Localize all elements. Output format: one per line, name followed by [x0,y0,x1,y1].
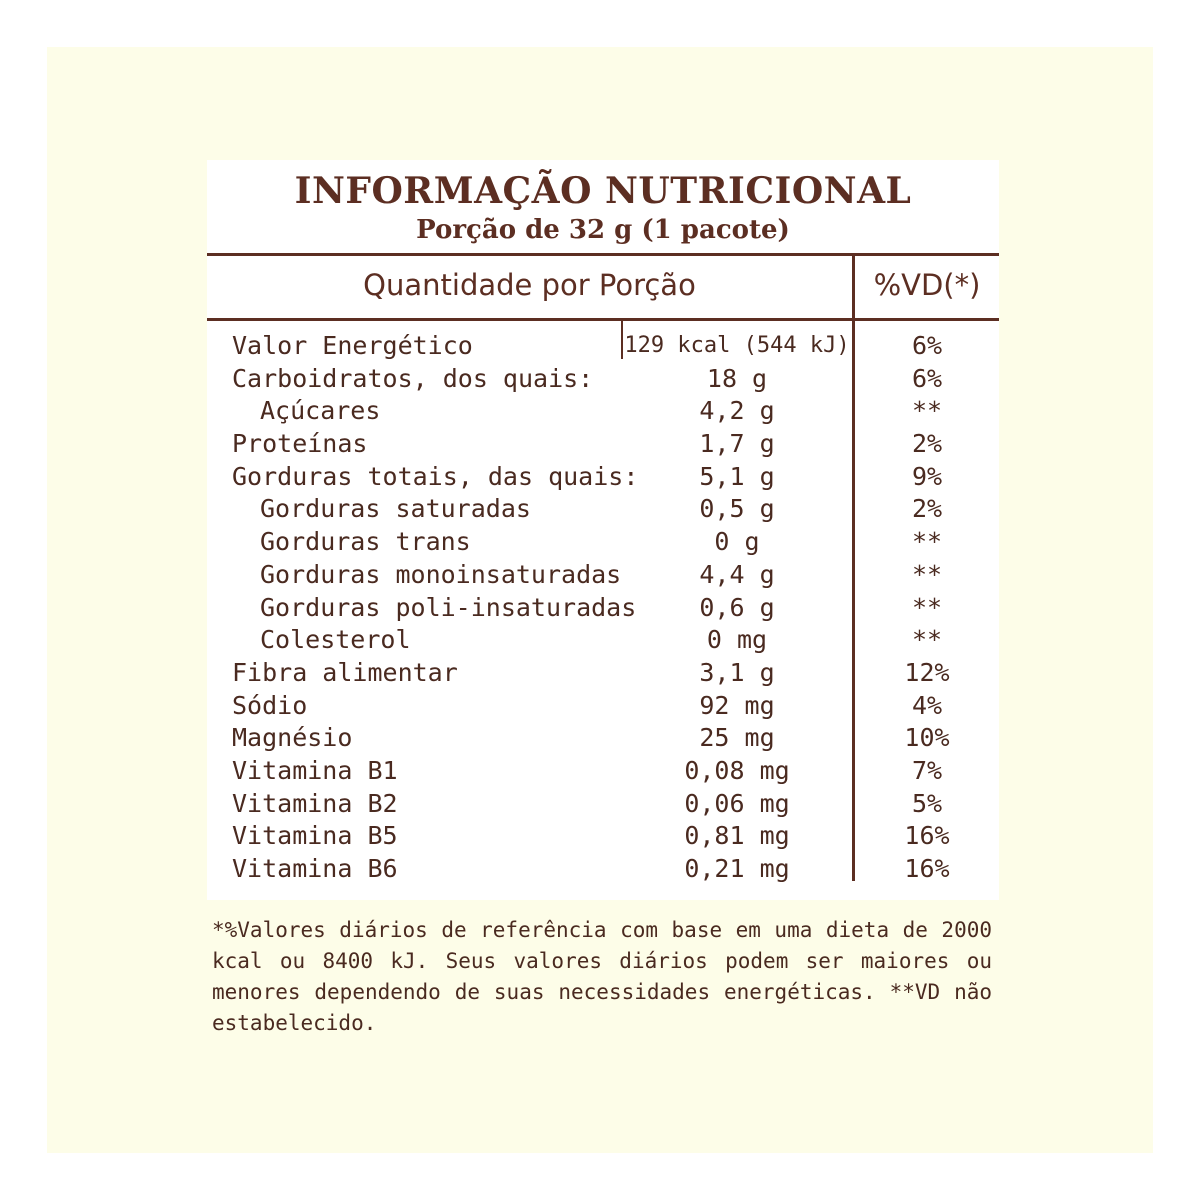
table-row [207,657,999,690]
nutrient-vd: 2% [911,429,943,459]
nutrient-name: Vitamina B5 [232,821,398,851]
table-row [207,853,999,886]
nutrient-name: Gorduras poli-insaturadas [260,592,637,622]
header-top-rule [207,253,999,256]
table-row [207,526,999,559]
serving-size: Porção de 32 g (1 pacote) [416,215,790,245]
nutrient-name: Magnésio [232,723,353,753]
nutrient-name: Gorduras totais, das quais: [232,461,639,491]
nutrient-quantity: 0,81 mg [684,821,790,851]
nutrient-name: Vitamina B1 [232,755,398,785]
nutrient-vd: 4% [911,690,943,720]
table-row [207,820,999,853]
nutrient-vd: 10% [904,723,950,753]
nutrient-quantity: 0,08 mg [684,755,790,785]
nutrient-vd: ** [911,592,943,622]
nutrient-name: Gorduras monoinsaturadas [260,559,622,589]
nutrient-vd: ** [911,527,943,557]
nutrient-quantity: 18 g [706,363,768,393]
table-row [207,428,999,461]
nutrient-quantity: 0,6 g [699,592,775,622]
nutrient-quantity: 5,1 g [699,461,775,491]
nutrient-quantity: 129 kcal (544 kJ) [624,333,850,358]
nutrient-vd: 9% [911,461,943,491]
nutrient-quantity: 92 mg [699,690,775,720]
nutrient-name: Fibra alimentar [232,657,458,687]
nutrient-vd: ** [911,559,943,589]
nutrient-vd: 12% [904,657,950,687]
nutrient-quantity: 3,1 g [699,657,775,687]
header-bottom-rule [207,318,999,321]
nutrient-quantity: 4,4 g [699,559,775,589]
table-row [207,395,999,428]
nutrient-vd: 7% [911,755,943,785]
nutrient-vd: 16% [904,854,950,883]
table-row [207,722,999,755]
nutrient-name: Vitamina B6 [232,854,398,883]
table-row [207,592,999,625]
nutrient-name: Colesterol [260,625,411,655]
table-title: INFORMAÇÃO NUTRICIONAL [294,170,912,212]
nutrient-name: Vitamina B2 [232,788,398,818]
nutrient-rows [207,330,999,886]
nutrient-name: Sódio [232,690,308,720]
nutrient-name: Açúcares [260,396,381,426]
nutrient-quantity: 0,5 g [699,494,775,524]
nutrient-quantity: 0 mg [706,625,768,655]
nutrient-vd: 5% [911,788,943,818]
nutrient-quantity: 4,2 g [699,396,775,426]
nutrient-vd: ** [911,396,943,426]
nutrient-vd: ** [911,625,943,655]
nutrition-facts-table [207,160,999,900]
nutrient-quantity: 0 g [714,527,760,557]
header-vd: %VD(*) [873,268,981,302]
table-row [207,690,999,723]
nutrient-vd: 6% [911,331,943,360]
table-row [207,624,999,657]
nutrient-quantity: 1,7 g [699,429,775,459]
table-row [207,493,999,526]
nutrient-vd: 6% [911,363,943,393]
nutrient-name: Proteínas [232,429,368,459]
table-row [207,363,999,396]
nutrient-quantity: 0,06 mg [684,788,790,818]
table-row [207,559,999,592]
nutrient-vd: 2% [911,494,943,524]
nutrient-quantity: 25 mg [699,723,775,753]
table-row [207,788,999,821]
footnote: *%Valores diários de referência com base em uma dieta de 2000 kcal ou 8400 kJ. Seus valores diários podem ser maiores ou menores dependendo de suas necessidades energéticas. **VD não estabelecido. [212,918,992,1035]
header-quantity: Quantidade por Porção [363,268,696,302]
table-row [207,461,999,494]
nutrient-name: Gorduras trans [260,527,471,557]
nutrient-name: Valor Energético [232,331,473,360]
table-row [207,330,999,363]
nutrient-name: Gorduras saturadas [260,494,531,524]
nutrient-name: Carboidratos, dos quais: [232,363,594,393]
nutrient-vd: 16% [904,821,950,851]
table-row [207,755,999,788]
nutrient-quantity: 0,21 mg [684,854,790,883]
